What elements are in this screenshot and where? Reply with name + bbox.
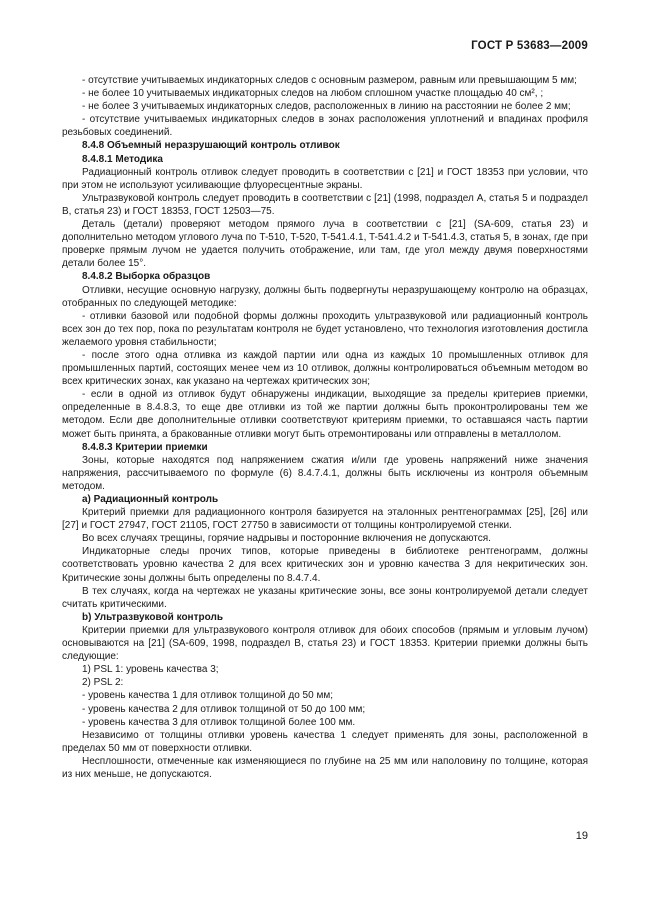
section-heading: 8.4.8.2 Выборка образцов bbox=[82, 271, 211, 283]
section-heading: 8.4.8.1 Методика bbox=[82, 153, 163, 165]
paragraph: - уровень качества 1 для отливок толщиной до 50 мм; bbox=[82, 690, 333, 702]
standard-header: ГОСТ Р 53683—2009 bbox=[471, 40, 588, 52]
paragraph: Зоны, которые находятся под напряжением сжатия и/или где уровень напряжений ниже значения напряжения, рассчитываемого по формуле (6) 8.4.7.4.1, должны быть исключены из контроля объемным методом. bbox=[62, 454, 588, 492]
paragraph: - не более 10 учитываемых индикаторных следов на любом сплошном участке площадью 40 см², ; bbox=[82, 88, 544, 100]
section-heading: 8.4.8 Объемный неразрушающий контроль отливок bbox=[82, 140, 340, 152]
body-text bbox=[62, 74, 588, 781]
paragraph: Несплошности, отмеченные как изменяющиеся по глубине на 25 мм или наполовину по толщине, которая из них меньше, не допускаются. bbox=[62, 755, 588, 780]
paragraph: - отливки базовой или подобной формы должны проходить ультразвуковой или радиационный контроль всех зон до тех пор, пока по результатам контроля не будет установлено, что технология изготовления достигла желаемого уровня стабильности; bbox=[62, 310, 588, 348]
paragraph: Отливки, несущие основную нагрузку, должны быть подвергнуты неразрушающему контролю на образцах, отобранных по следующей методике: bbox=[62, 284, 588, 309]
paragraph: 2) PSL 2: bbox=[82, 677, 124, 689]
paragraph: Деталь (детали) проверяют методом прямого луча в соответствии с [21] (SA-609, статья 23) и дополнительно методом углового луча по T-510, T-520, T-541.4.1, T-541.4.2 и T-541.4.3, статья 5, в зонах, где при проверке прямым лучом не удается получить отображение, или там, где угол между двумя поверхностями детали более 15°. bbox=[62, 219, 588, 270]
paragraph: - отсутствие учитываемых индикаторных следов с основным размером, равным или превышающим 5 мм; bbox=[82, 75, 577, 86]
paragraph: Радиационный контроль отливок следует проводить в соответствии с [21] и ГОСТ 18353 при условии, что при этом не используют усиливающие флуоресцентные экраны. bbox=[62, 166, 588, 191]
paragraph: - если в одной из отливок будут обнаружены индикации, выходящие за пределы критериев приемки, определенные в 8.4.8.3, то еще две отливки из той же партии должны быть проконтролированы тем же методом. Если две дополнительные отливки соответствуют критериям приемки, то оставшаяся часть партии может быть принята, а бракованные отливки могут быть отремонтированы или отправлены в металлолом. bbox=[62, 389, 588, 440]
paragraph: Критерии приемки для ультразвукового контроля отливок для обоих способов (прямым и угловым лучом) основываются на [21] (SA-609, 1998, подраздел B, статья 23) и ГОСТ 18353. Критерии приемки должны быть следующие: bbox=[62, 624, 588, 663]
page-number: 19 bbox=[575, 830, 588, 842]
paragraph: Ультразвуковой контроль следует проводить в соответствии с [21] (1998, подраздел А, статья 5 и подраздел B, статья 23) и ГОСТ 18353, ГОСТ 12503—75. bbox=[62, 192, 588, 217]
paragraph: Критерий приемки для радиационного контроля базируется на эталонных рентгенограммах [25], [26] или [27] и ГОСТ 27947, ГОСТ 21105, ГОСТ 27750 в зависимости от толщины контролируемой стенки. bbox=[62, 507, 588, 532]
paragraph: 1) PSL 1: уровень качества 3; bbox=[82, 664, 219, 676]
paragraph: - после этого одна отливка из каждой партии или одна из каждых 10 промышленных отливок для промышленных партий, состоящих менее чем из 10 отливок, должны контролироваться объемным методом во всех критических зонах, как указано на чертежах критических зон; bbox=[62, 349, 588, 388]
section-heading: а) Радиационный контроль bbox=[82, 494, 219, 505]
section-heading: b) Ультразвуковой контроль bbox=[82, 611, 223, 623]
paragraph: Во всех случаях трещины, горячие надрывы и посторонние включения не допускаются. bbox=[82, 533, 491, 545]
paragraph: Индикаторные следы прочих типов, которые приведены в библиотеке рентгенограмм, должны соответствовать уровню качества 2 для всех критических зон и уровню качества 3 для некритических зон. Критические зоны должны быть определены по 8.4.7.4. bbox=[62, 546, 588, 584]
paragraph: - отсутствие учитываемых индикаторных следов в зонах расположения уплотнений и впадинах профиля резьбовых соединений. bbox=[62, 114, 588, 139]
section-heading: 8.4.8.3 Критерии приемки bbox=[82, 441, 208, 453]
paragraph: - не более 3 учитываемых индикаторных следов, расположенных в линию на расстоянии не более 2 мм; bbox=[82, 101, 571, 113]
paragraph: - уровень качества 2 для отливок толщиной от 50 до 100 мм; bbox=[82, 703, 366, 715]
paragraph: Независимо от толщины отливки уровень качества 1 следует применять для зоны, расположенной в пределах 50 мм от поверхности отливки. bbox=[62, 729, 588, 754]
paragraph: В тех случаях, когда на чертежах не указаны критические зоны, все зоны контролируемой детали следует считать критическими. bbox=[62, 585, 588, 610]
paragraph: - уровень качества 3 для отливок толщиной более 100 мм. bbox=[82, 716, 356, 728]
